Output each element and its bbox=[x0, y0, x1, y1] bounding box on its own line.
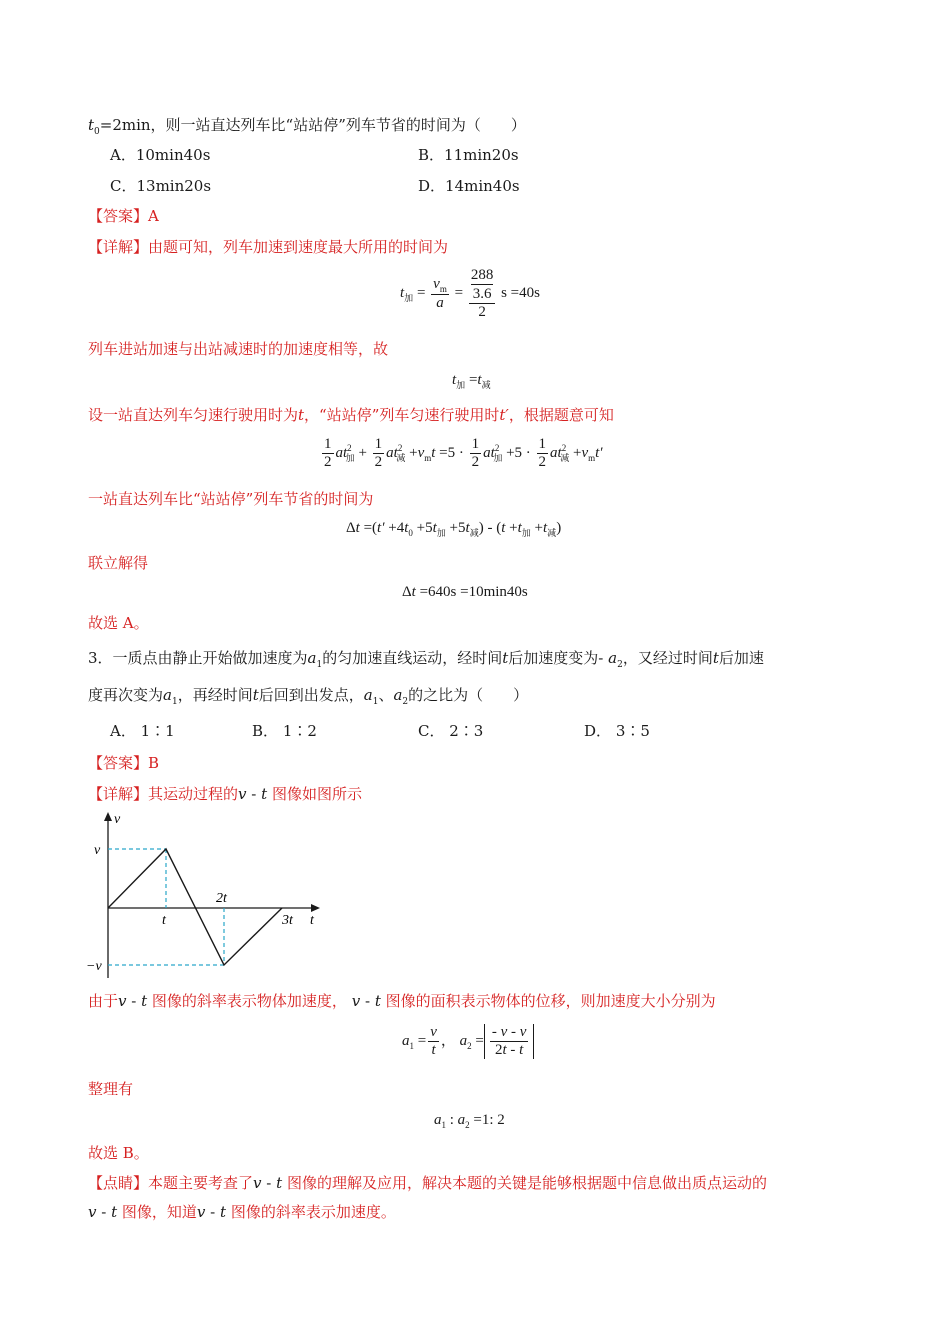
q3-formula-1: $a_1$ = $\frac{v}{t}$ ， $a_2$ = $\frac{- v - v}{2t - t}$ bbox=[402, 1024, 534, 1059]
q3-option-d: D． 3∶5 bbox=[584, 722, 650, 740]
label-t: t bbox=[162, 913, 166, 928]
label-2t: 2t bbox=[216, 891, 227, 906]
q3-detail-2: 由于v - t 图像的斜率表示物体加速度， v - t 图像的面积表示物体的位移，则加速度大小分别为 bbox=[88, 992, 716, 1010]
q2-formula-5: Δt =640s =10min40s bbox=[402, 584, 528, 600]
t-axis-arrow bbox=[311, 904, 320, 912]
q3-detail-1: 【详解】其运动过程的v - t 图像如图所示 bbox=[88, 785, 362, 803]
q2-detail-2: 列车进站加速与出站减速时的加速度相等，故 bbox=[88, 340, 389, 358]
q3-formula-2: $a_1$ : $a_2 =1$: 2 bbox=[434, 1112, 505, 1130]
q2-formula-4: $\Delta t =(t' +4t_0 +5t_加 +5t_减) - (t +t_加 +t_减)$ bbox=[346, 520, 562, 538]
q3-stem-2: 度再次变为$a_1$，再经时间t后回到出发点，$a_1$、$a_2$的之比为（ ） bbox=[88, 686, 529, 707]
q2-option-a: A．10min40s bbox=[110, 146, 211, 164]
q2-detail-4: 一站直达列车比“站站停”列车节省的时间为 bbox=[88, 490, 374, 508]
q3-option-a: A． 1∶1 bbox=[110, 722, 175, 740]
q2-option-c: C．13min20s bbox=[110, 177, 212, 195]
q2-conclusion: 故选 A。 bbox=[88, 614, 149, 632]
q2-detail-5: 联立解得 bbox=[88, 554, 149, 572]
q3-comment-1: 【点睛】本题主要考查了v - t 图像的理解及应用，解决本题的关键是能够根据题中信息做出质点运动的 bbox=[88, 1174, 767, 1192]
q3-answer: 【答案】B bbox=[88, 754, 160, 772]
q3-option-c: C． 2∶3 bbox=[418, 722, 484, 740]
q3-option-b: B． 1∶2 bbox=[252, 722, 317, 740]
q2-formula-2: $t_加 =t_减$ bbox=[452, 372, 491, 390]
q2-option-d: D．14min40s bbox=[418, 177, 520, 195]
label-3t: 3t bbox=[282, 913, 293, 928]
label-v: v bbox=[94, 843, 101, 858]
q2-detail-3: 设一站直达列车匀速行驶用时为t，“站站停”列车匀速行驶用时t′，根据题意可知 bbox=[88, 406, 614, 424]
q3-detail-3: 整理有 bbox=[88, 1080, 134, 1098]
axis-t-label: t bbox=[310, 913, 314, 928]
vt-graph bbox=[84, 808, 334, 988]
velocity-line bbox=[108, 849, 282, 965]
q2-detail-1: 【详解】由题可知，列车加速到速度最大所用的时间为 bbox=[88, 238, 449, 256]
q2-option-b: B．11min20s bbox=[418, 146, 519, 164]
axis-v-label: v bbox=[114, 812, 121, 827]
v-axis-arrow bbox=[104, 812, 112, 821]
q3-comment-2: v - t 图像，知道v - t 图像的斜率表示加速度。 bbox=[88, 1203, 396, 1221]
q3-conclusion: 故选 B。 bbox=[88, 1144, 149, 1162]
q3-stem-1: 3．一质点由静止开始做加速度为$a_1$的匀加速直线运动，经时间t后加速度变为- $a_2$，又经过时间t后加速 bbox=[88, 649, 764, 670]
q2-formula-1: $t_加$ = $\frac{v_m}{a}$ = $\frac{\frac{288}{3.6}}{2}$ s =40s bbox=[400, 267, 540, 320]
label-neg-v: −v bbox=[86, 959, 102, 974]
q2-stem: $t_0=2\min$，则一站直达列车比“站站停”列车节省的时间为（ ） bbox=[88, 116, 526, 137]
q2-formula-3: $\frac{1}{2}$ $at^2_加$ + $\frac{1}{2}$ $at^2_减 +v_mt =5$ · $\frac{1}{2}$ $at^2_加 +5$ · $\frac{1}{2}$ $at^2_减 +v_mt'$ bbox=[324, 436, 603, 470]
q2-answer: 【答案】A bbox=[88, 207, 159, 225]
